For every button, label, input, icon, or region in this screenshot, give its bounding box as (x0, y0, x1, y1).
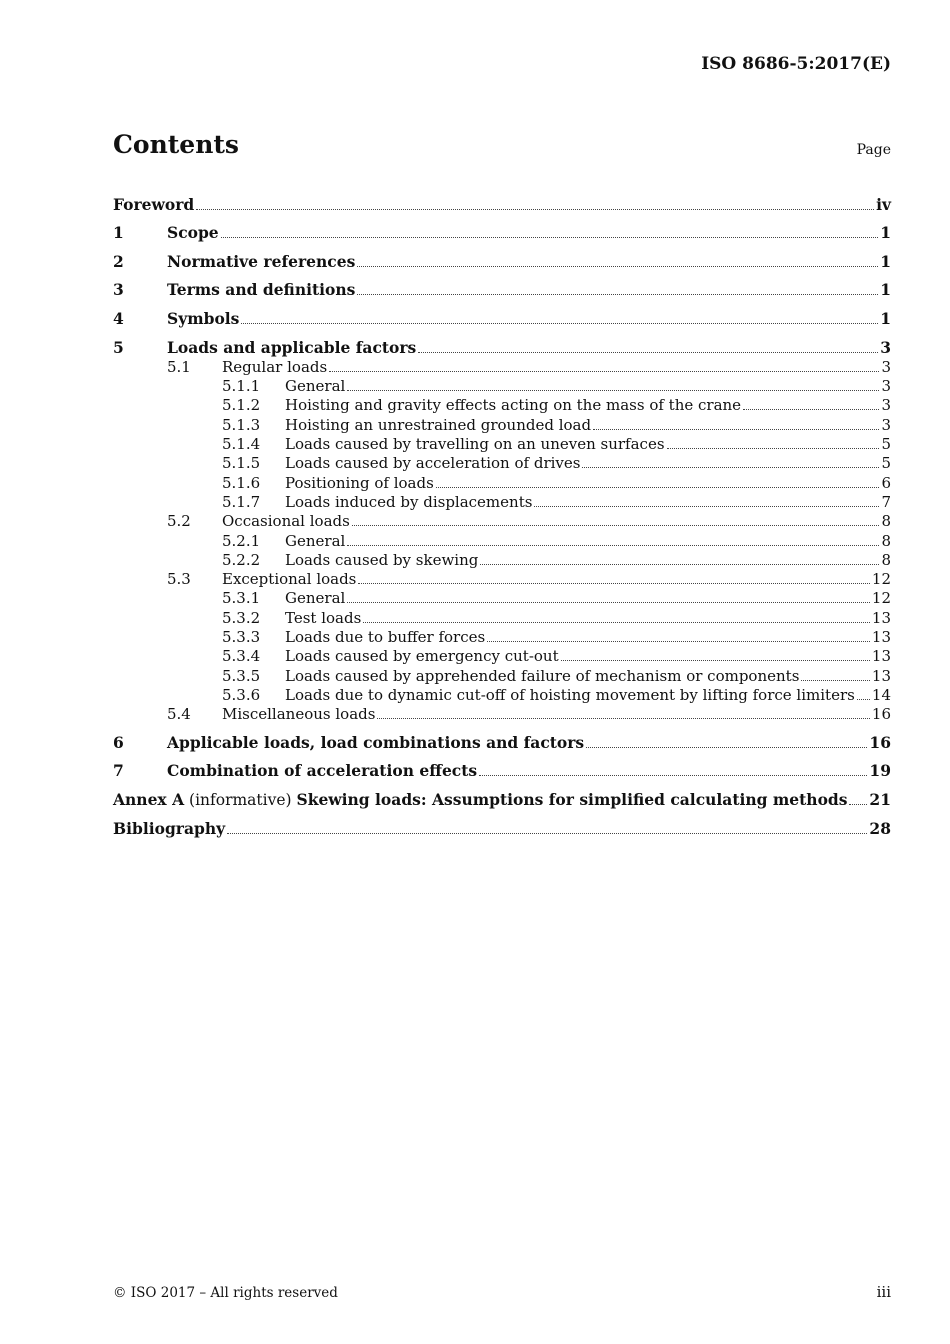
page-title: Contents (113, 130, 240, 159)
toc-entry[interactable] (113, 453, 891, 472)
toc-entry-label: General (285, 531, 346, 550)
dot-leader (480, 564, 879, 565)
toc-entry-number: 5.4 (167, 705, 191, 724)
toc-entry-label: General (285, 377, 346, 396)
toc-entry-page: iv (876, 194, 891, 214)
toc-entry[interactable] (113, 414, 891, 433)
toc-entry-label: Regular loads (222, 357, 328, 376)
dot-leader (743, 409, 879, 410)
toc-entry-label: Miscellaneous loads (222, 705, 376, 724)
toc-entry-page: 8 (881, 512, 891, 531)
toc-entry[interactable] (113, 550, 891, 569)
toc-entry-label (113, 790, 847, 809)
toc-entry[interactable] (113, 242, 891, 271)
toc-entry-page: 19 (869, 761, 891, 781)
document-id: ISO 8686-5:2017(E) (701, 54, 891, 74)
toc-entry-label: Loads induced by displacements (285, 492, 533, 511)
footer-page-number: iii (876, 1283, 891, 1301)
toc-entry-label: Symbols (167, 308, 240, 328)
toc-entry[interactable] (113, 665, 891, 684)
toc-entry-number: 2 (113, 251, 124, 271)
toc-entry[interactable] (113, 588, 891, 607)
dot-leader (534, 506, 879, 507)
toc-entry[interactable] (113, 299, 891, 328)
toc-entry-number: 5 (113, 337, 124, 357)
toc-entry[interactable] (113, 271, 891, 300)
toc-entry[interactable] (113, 569, 891, 588)
dot-leader (849, 804, 867, 805)
toc-entry[interactable] (113, 214, 891, 243)
toc-entry-label: Loads and applicable factors (167, 337, 417, 357)
toc-entry-page: 7 (881, 492, 891, 511)
toc-entry[interactable] (113, 395, 891, 414)
annex-note: (informative) (184, 790, 297, 809)
toc-entry-page: 28 (869, 818, 891, 838)
toc-entry-number: 6 (113, 732, 124, 752)
toc-entry[interactable] (113, 752, 891, 781)
dot-leader (363, 622, 870, 623)
toc-entry-page: 1 (880, 308, 891, 328)
toc-entry-label: Loads caused by travelling on an uneven surfaces (285, 435, 665, 454)
toc-entry[interactable] (113, 685, 891, 704)
toc-entry-label: Loads caused by apprehended failure of mechanism or components (285, 666, 800, 685)
toc-entry-page: 13 (871, 628, 891, 647)
toc-entry-label: Loads caused by emergency cut-out (285, 647, 559, 666)
toc-entry-page: 21 (869, 789, 891, 809)
dot-leader (357, 294, 878, 295)
toc-entry-number: 5.1.7 (222, 492, 261, 511)
toc-entry-page: 8 (881, 531, 891, 550)
dot-leader (418, 352, 878, 353)
toc-entry-number: 5.3.3 (222, 628, 261, 647)
toc-entry[interactable] (113, 646, 891, 665)
annex-prefix: Annex A (113, 789, 185, 809)
toc-entry-page: 1 (880, 251, 891, 271)
dot-leader (479, 775, 867, 776)
toc-entry-number: 3 (113, 280, 124, 300)
toc-entry[interactable] (113, 511, 891, 530)
dot-leader (347, 545, 879, 546)
toc-entry-label: Bibliography (113, 818, 226, 838)
dot-leader (329, 371, 879, 372)
toc-entry-number: 5.2 (167, 512, 191, 531)
toc-entry-number: 5.1.2 (222, 396, 261, 415)
dot-leader (801, 680, 870, 681)
toc-entry-page: 3 (881, 377, 891, 396)
toc-entry-page: 13 (871, 608, 891, 627)
toc-entry-number: 5.3 (167, 570, 191, 589)
dot-leader (347, 390, 879, 391)
toc-entry-number: 5.3.1 (222, 589, 261, 608)
dot-leader (347, 602, 870, 603)
dot-leader (857, 699, 870, 700)
toc-entry-page: 16 (869, 732, 891, 752)
dot-leader (352, 525, 880, 526)
toc-entry-number: 5.1.6 (222, 473, 261, 492)
toc-entry-page: 3 (881, 396, 891, 415)
page-column-label: Page (856, 142, 891, 158)
toc-entry[interactable] (113, 185, 891, 214)
toc-entry[interactable] (113, 723, 891, 752)
toc-entry-number: 5.1.5 (222, 454, 261, 473)
dot-leader (487, 641, 870, 642)
dot-leader (357, 266, 878, 267)
toc-entry-number: 7 (113, 761, 124, 781)
dot-leader (358, 583, 870, 584)
toc-entry-bibliography[interactable] (113, 809, 891, 838)
annex-title: Skewing loads: Assumptions for simplified calculating methods (296, 789, 848, 809)
toc-entry-number: 5.1.3 (222, 415, 261, 434)
dot-leader (196, 209, 874, 210)
toc-entry-label: Test loads (285, 608, 362, 627)
toc-entry-label: Exceptional loads (222, 570, 357, 589)
toc-entry-number: 5.1.4 (222, 435, 261, 454)
toc-entry-page: 1 (880, 280, 891, 300)
dot-leader (561, 660, 870, 661)
toc-entry-number: 5.2.1 (222, 531, 261, 550)
toc-entry-page: 3 (880, 337, 891, 357)
toc-entry-label: General (285, 589, 346, 608)
dot-leader (221, 237, 879, 238)
toc-entry-label: Terms and definitions (167, 280, 356, 300)
toc-entry-page: 13 (871, 666, 891, 685)
toc-entry-annex-a[interactable] (113, 780, 891, 809)
toc-entry-number: 5.3.4 (222, 647, 261, 666)
dot-leader (586, 747, 867, 748)
toc-entry-page: 3 (881, 415, 891, 434)
toc-entry-label: Combination of acceleration effects (167, 761, 478, 781)
copyright-notice: © ISO 2017 – All rights reserved (113, 1285, 338, 1301)
toc-entry-page: 12 (871, 589, 891, 608)
table-of-contents (113, 185, 891, 838)
toc-entry-number: 5.1.1 (222, 377, 261, 396)
toc-entry-label: Loads due to dynamic cut-off of hoisting movement by lifting force limiters (285, 685, 855, 704)
toc-entry-number: 5.3.2 (222, 608, 261, 627)
toc-entry-number: 4 (113, 308, 124, 328)
toc-entry[interactable] (113, 704, 891, 723)
toc-entry-label: Applicable loads, load combinations and factors (167, 732, 585, 752)
toc-entry-label: Occasional loads (222, 512, 350, 531)
toc-entry-label: Normative references (167, 251, 356, 271)
toc-entry-number: 5.3.5 (222, 666, 261, 685)
toc-entry-label: Loads due to buffer forces (285, 628, 486, 647)
toc-entry-page: 12 (871, 570, 891, 589)
dot-leader (436, 487, 880, 488)
toc-entry-number: 5.3.6 (222, 685, 261, 704)
toc-entry-label: Loads caused by skewing (285, 550, 479, 569)
toc-entry-number: 5.2.2 (222, 550, 261, 569)
toc-entry-page: 3 (881, 357, 891, 376)
toc-entry-page: 6 (881, 473, 891, 492)
toc-entry[interactable] (113, 376, 891, 395)
toc-entry-page: 5 (881, 435, 891, 454)
toc-entry-label: Foreword (113, 194, 195, 214)
toc-entry-number: 1 (113, 223, 124, 243)
toc-entry-label: Scope (167, 223, 219, 243)
toc-entry[interactable] (113, 434, 891, 453)
toc-entry[interactable] (113, 492, 891, 511)
toc-entry-label: Loads caused by acceleration of drives (285, 454, 581, 473)
toc-entry[interactable] (113, 530, 891, 549)
toc-entry[interactable] (113, 607, 891, 626)
toc-entry-label: Hoisting an unrestrained grounded load (285, 415, 592, 434)
toc-entry[interactable] (113, 627, 891, 646)
toc-entry[interactable] (113, 357, 891, 376)
toc-entry-page: 14 (871, 685, 891, 704)
dot-leader (582, 467, 879, 468)
toc-entry[interactable] (113, 472, 891, 491)
toc-entry[interactable] (113, 328, 891, 357)
toc-entry-page: 8 (881, 550, 891, 569)
dot-leader (377, 718, 869, 719)
dot-leader (241, 323, 878, 324)
toc-entry-label: Hoisting and gravity effects acting on the mass of the crane (285, 396, 742, 415)
toc-entry-label: Positioning of loads (285, 473, 434, 492)
dot-leader (593, 429, 879, 430)
toc-entry-page: 16 (871, 705, 891, 724)
dot-leader (667, 448, 880, 449)
toc-entry-page: 5 (881, 454, 891, 473)
dot-leader (227, 833, 867, 834)
toc-entry-page: 13 (871, 647, 891, 666)
toc-entry-page: 1 (880, 223, 891, 243)
toc-entry-number: 5.1 (167, 357, 191, 376)
